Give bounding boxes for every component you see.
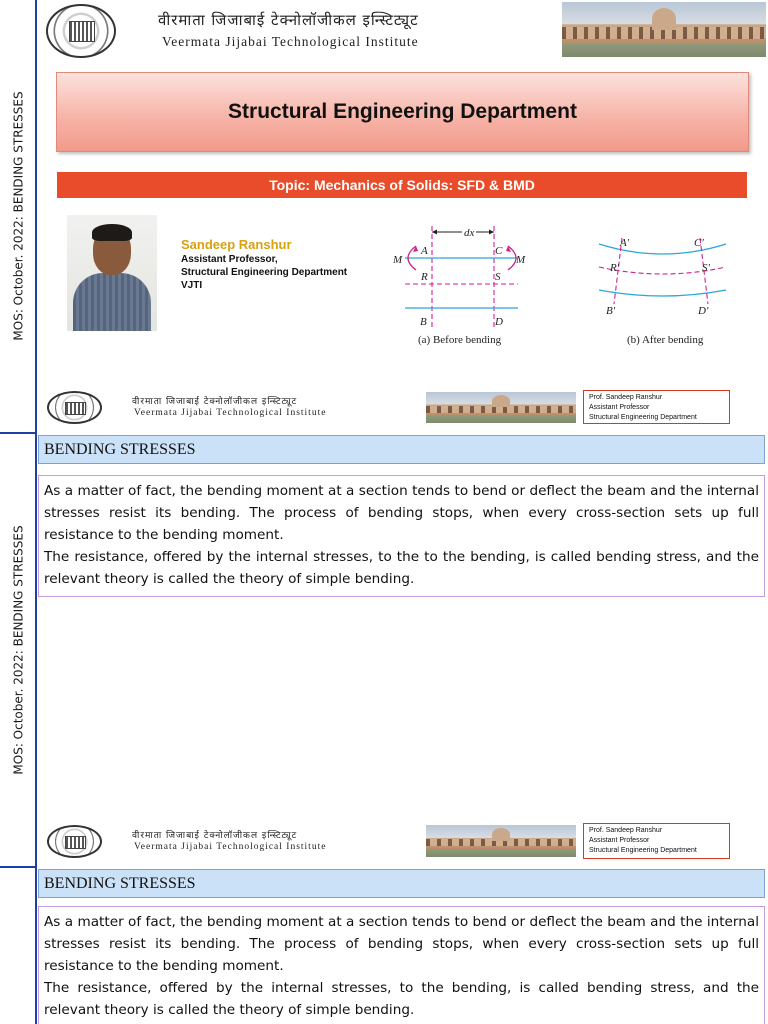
label-a-prime: A' [620, 237, 630, 249]
label-s: S [495, 271, 501, 283]
slide-3 [0, 868, 768, 1024]
label-m-left: M [393, 254, 403, 266]
institute-name-english: Veermata Jijabai Technological Institute [162, 34, 419, 49]
section-heading-text: BENDING STRESSES [44, 874, 196, 892]
presenter-photo [67, 215, 157, 331]
before-bending-caption: (a) Before bending [418, 334, 502, 346]
body-text-box [38, 906, 765, 1024]
presenter-institute: VJTI [181, 280, 203, 291]
label-d: D [495, 316, 503, 328]
presenter-department: Structural Engineering Department [181, 267, 348, 278]
department-title-box [56, 72, 749, 152]
footer-designation: Assistant Professor [589, 404, 650, 411]
footer-department: Structural Engineering Department [589, 414, 697, 421]
side-strip [0, 868, 37, 1024]
department-title: Structural Engineering Department [228, 100, 577, 123]
body-paragraph-2: The resistance, offered by the internal stresses, to the to the bending, is called bending stress, and the relevant theory is called the theory of simple bending. [44, 549, 759, 587]
label-c-prime: C' [694, 237, 704, 249]
footer-prof-name: Prof. Sandeep Ranshur [589, 394, 663, 401]
topic-text: Topic: Mechanics of Solids: SFD & BMD [269, 177, 535, 193]
institute-name-hindi: वीरमाता जिजाबाई टेक्नोलॉजीकल इन्स्टिट्यूट [158, 11, 419, 29]
topic-bar [57, 172, 747, 198]
label-b: B [420, 316, 427, 328]
before-bending-diagram [390, 218, 530, 330]
body-text-box [38, 475, 765, 597]
side-label: MOS: October. 2022: BENDING STRESSES [11, 525, 26, 775]
label-m-right: M [516, 254, 526, 266]
label-a: A [421, 245, 428, 257]
footer-institute-english: Veermata Jijabai Technological Institute [134, 408, 327, 418]
footer-designation: Assistant Professor [589, 837, 650, 844]
after-bending-diagram [594, 230, 732, 320]
vjti-logo-small [47, 825, 102, 858]
footer-info-box [583, 390, 730, 424]
footer-building-image [426, 392, 576, 423]
footer-institute-english: Veermata Jijabai Technological Institute [134, 842, 327, 852]
presenter-designation: Assistant Professor, [181, 254, 278, 265]
label-d-prime: D' [698, 305, 709, 317]
slide-2 [0, 434, 768, 866]
body-paragraph-1: As a matter of fact, the bending moment at a section tends to bend or deflect the beam and the internal stresses resist its bending. The process of bending stops, when every cross-section sets up full resistance to the bending moment. [44, 483, 759, 543]
footer-department: Structural Engineering Department [589, 847, 697, 854]
after-bending-caption: (b) After bending [627, 334, 704, 346]
section-heading-text: BENDING STRESSES [44, 440, 196, 458]
label-c: C [495, 245, 503, 257]
footer-building-image [426, 825, 576, 857]
body-paragraph-1: As a matter of fact, the bending moment at a section tends to bend or deflect the beam and the internal stresses resist its bending. The process of bending stops, when every cross-section sets up full resistance to the bending moment. [44, 914, 759, 974]
footer-prof-name: Prof. Sandeep Ranshur [589, 827, 663, 834]
section-heading [38, 869, 765, 898]
footer-institute-hindi: वीरमाता जिजाबाई टेक्नोलॉजीकल इन्स्टिट्यूट [132, 831, 298, 841]
slide1-footer [40, 389, 768, 427]
label-dx: dx [464, 227, 475, 239]
label-r-prime: R' [610, 262, 620, 274]
body-paragraph-2: The resistance, offered by the internal stresses, to the bending, is called bending stress, and the relevant theory is called the theory of simple bending. [44, 980, 759, 1018]
campus-building-image [562, 2, 766, 57]
slide2-footer [40, 822, 768, 862]
footer-info-box [583, 823, 730, 859]
label-r: R [421, 271, 428, 283]
label-s-prime: S' [702, 262, 710, 274]
slide-1 [0, 0, 768, 432]
vjti-logo [46, 4, 116, 58]
presenter-name: Sandeep Ranshur [181, 237, 292, 252]
side-label: MOS: October. 2022: BENDING STRESSES [11, 91, 26, 341]
label-b-prime: B' [606, 305, 616, 317]
section-heading [38, 435, 765, 464]
institute-header [40, 0, 768, 60]
vjti-logo-small [47, 391, 102, 424]
footer-institute-hindi: वीरमाता जिजाबाई टेक्नोलॉजीकल इन्स्टिट्यूट [132, 397, 298, 407]
